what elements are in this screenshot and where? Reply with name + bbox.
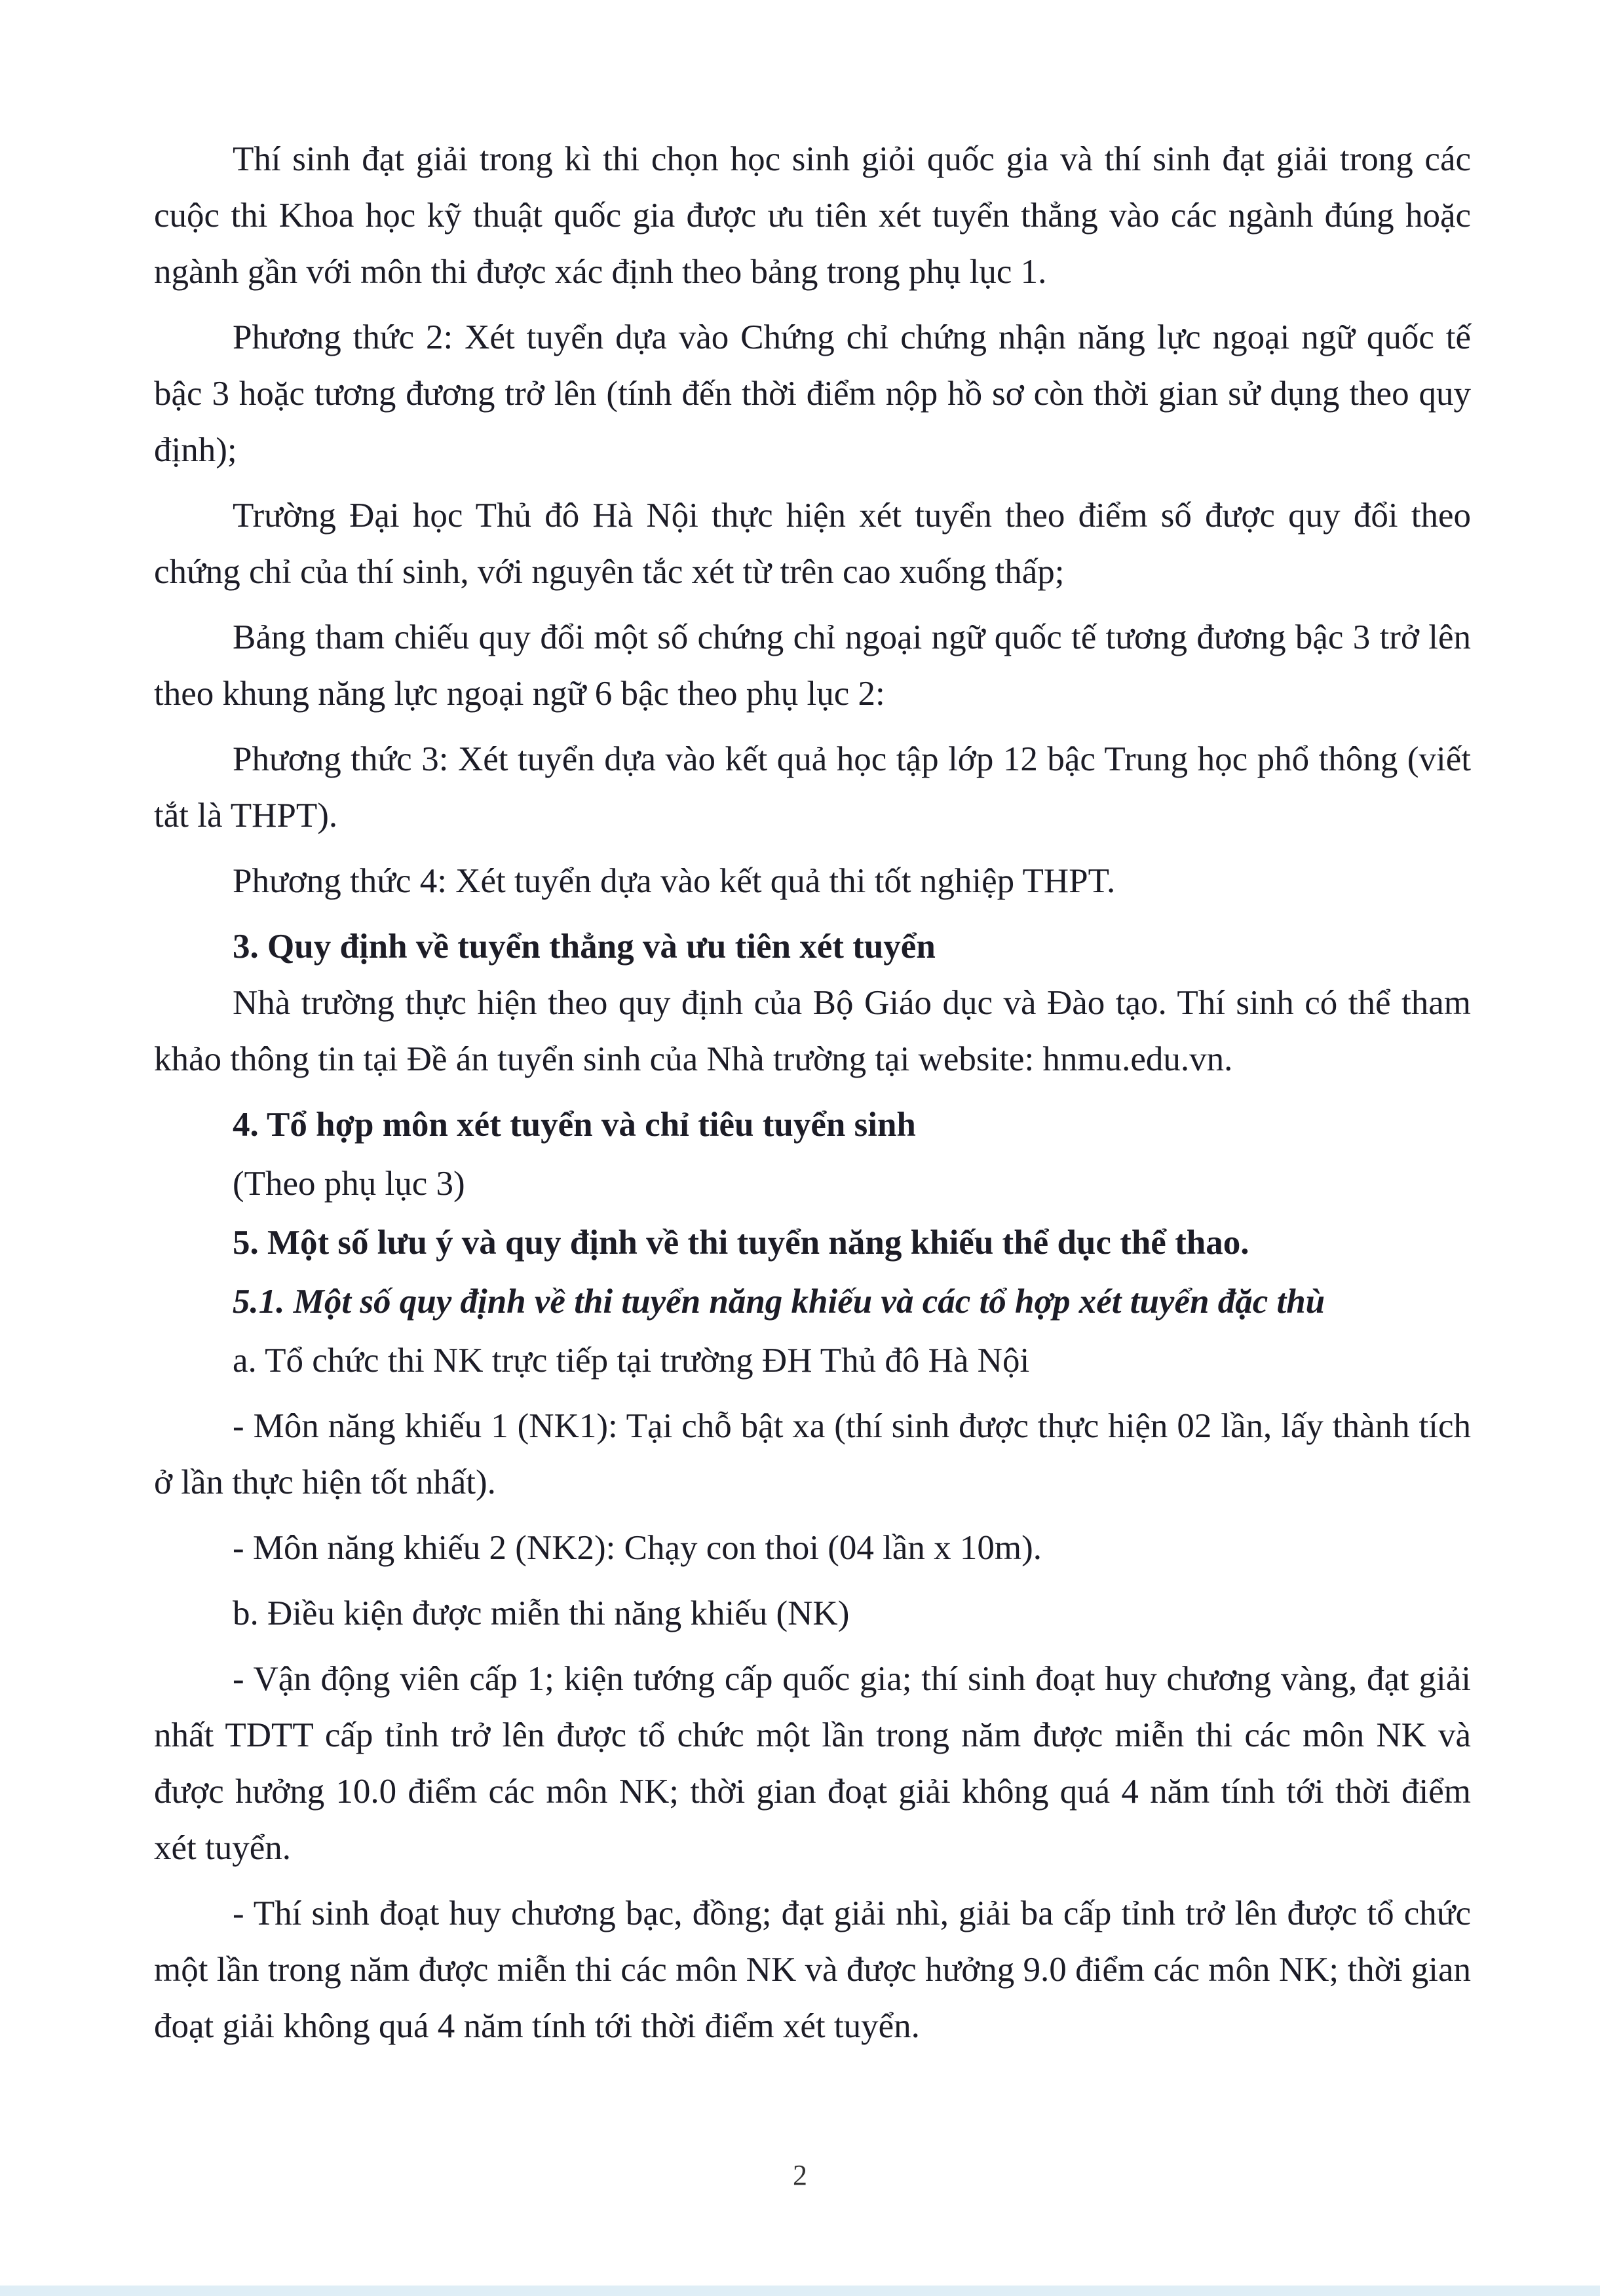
paragraph-section-3-body: Nhà trường thực hiện theo quy định của Bộ Giáo dục và Đào tạo. Thí sinh có thể tham khảo thông tin tại Đề án tuyển sinh của Nhà trường tại website: hnmu.edu.vn. <box>154 984 1471 1078</box>
paragraph-method-4: Phương thức 4: Xét tuyển dựa vào kết quả thi tốt nghiệp THPT. <box>233 862 1116 900</box>
paragraph-exam-location: a. Tổ chức thi NK trực tiếp tại trường ĐH Thủ đô Hà Nội <box>233 1342 1030 1380</box>
heading-section-4: 4. Tổ hợp môn xét tuyển và chỉ tiêu tuyển sinh <box>233 1106 916 1144</box>
paragraph-method-3: Phương thức 3: Xét tuyển dựa vào kết quả học tập lớp 12 bậc Trung học phổ thông (viết tắt là THPT). <box>154 740 1471 835</box>
heading-section-5-1: 5.1. Một số quy định về thi tuyển năng khiếu và các tổ hợp xét tuyển đặc thù <box>233 1283 1325 1321</box>
document-body <box>154 131 1471 2054</box>
page-number: 2 <box>793 2159 807 2191</box>
paragraph-exemption-gold: - Vận động viên cấp 1; kiện tướng cấp quốc gia; thí sinh đoạt huy chương vàng, đạt giải nhất TDTT cấp tỉnh trở lên được tổ chức một lần trong năm được miễn thi các môn NK và được hưởng 10.0 điểm các môn NK; thời gian đoạt giải không quá 4 năm tính tới thời điểm xét tuyển. <box>154 1660 1471 1867</box>
paragraph-exemption-silver: - Thí sinh đoạt huy chương bạc, đồng; đạt giải nhì, giải ba cấp tỉnh trở lên được tổ chức một lần trong năm được miễn thi các môn NK và được hưởng 9.0 điểm các môn NK; thời gian đoạt giải không quá 4 năm tính tới thời điểm xét tuyển. <box>154 1894 1471 2045</box>
paragraph-exemption-heading: b. Điều kiện được miễn thi năng khiếu (NK) <box>233 1594 850 1632</box>
paragraph-reference-table: Bảng tham chiếu quy đổi một số chứng chỉ ngoại ngữ quốc tế tương đương bậc 3 trở lên theo khung năng lực ngoại ngữ 6 bậc theo phụ lục 2: <box>154 618 1471 713</box>
scan-edge <box>0 2286 1600 2296</box>
heading-section-3: 3. Quy định về tuyển thẳng và ưu tiên xét tuyển <box>233 928 936 966</box>
paragraph-nk1: - Môn năng khiếu 1 (NK1): Tại chỗ bật xa (thí sinh được thực hiện 02 lần, lấy thành tích ở lần thực hiện tốt nhất). <box>154 1407 1471 1501</box>
paragraph-conversion-rule: Trường Đại học Thủ đô Hà Nội thực hiện xét tuyển theo điểm số được quy đổi theo chứng chỉ của thí sinh, với nguyên tắc xét từ trên cao xuống thấp; <box>154 497 1471 591</box>
paragraph-appendix-3-ref: (Theo phụ lục 3) <box>233 1165 465 1203</box>
paragraph-method-2: Phương thức 2: Xét tuyển dựa vào Chứng chỉ chứng nhận năng lực ngoại ngữ quốc tế bậc 3 hoặc tương đương trở lên (tính đến thời điểm nộp hồ sơ còn thời gian sử dụng theo quy định); <box>154 318 1471 469</box>
paragraph-nk2: - Môn năng khiếu 2 (NK2): Chạy con thoi (04 lần x 10m). <box>233 1529 1042 1567</box>
heading-section-5: 5. Một số lưu ý và quy định về thi tuyển năng khiếu thể dục thể thao. <box>233 1224 1249 1262</box>
paragraph-hsg-priority: Thí sinh đạt giải trong kì thi chọn học sinh giỏi quốc gia và thí sinh đạt giải trong các cuộc thi Khoa học kỹ thuật quốc gia được ưu tiên xét tuyển thẳng vào các ngành đúng hoặc ngành gần với môn thi được xác định theo bảng trong phụ lục 1. <box>154 140 1471 291</box>
